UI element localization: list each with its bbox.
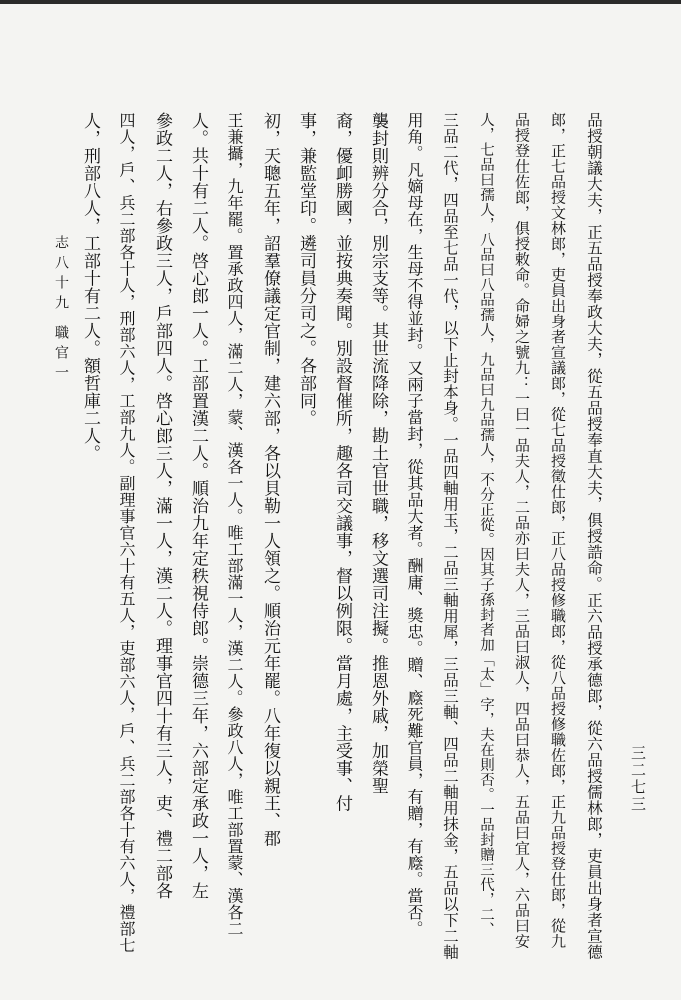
text-column-2: 郎，正七品授文林郎，吏員出身者宣議郎，從七品授徵仕郎，正八品授修職郎，從八品授修職佐郎，正九品授登仕郎，從九 — [549, 112, 567, 949]
text-column-9: 事，兼監堂印。遴司員分司之。各部同。 — [296, 112, 316, 427]
text-column-11: 王兼攝，九年罷。置承政四人，滿二人，蒙、漢各一人。唯工部滿一人，漢二人。參政八人，唯工部置蒙、漢各二 — [225, 112, 244, 937]
text-column-8: 裔，優卹勝國，並按典奏聞。別設督催所，趣各司交議事，督以例限。當月處，主受事、付 — [332, 112, 352, 812]
text-column-4: 人，七品曰孺人，八品曰八品孺人，九品曰九品孺人，不分正從。因其子孫封者加「太」字，夫在則否。一品封贈三代，二、 — [478, 112, 494, 937]
text-column-10: 初，天聰五年，詔羣僚議定官制，建六部，各以貝勒一人領之。順治元年罷。八年復以親王、郡 — [260, 112, 280, 847]
text-column-7: 襲封則辨分合，別宗支等。其世流降除，勘土官世職，移文選司注擬。推恩外戚，加榮聖 — [368, 112, 388, 795]
scan-top-edge — [0, 0, 681, 4]
text-column-15: 人，刑部八人，工部十有二人。額哲庫二人。 — [80, 112, 100, 462]
text-column-13: 參政二人，右參政三人，戶部四人。啓心郎三人，滿一人，漢二人。理事官四十有三人，吏、禮二部各 — [152, 112, 172, 900]
page-number: 三二七三 — [629, 745, 647, 813]
text-column-5: 三品二代，四品至七品一代，以下止封本身。一品四軸用玉，二品三軸用犀，三品三軸、四品二軸用抹金，五品以下二軸 — [441, 112, 459, 960]
text-column-6: 用角。凡嫡母在，生母不得並封。又兩子當封，從其品大者。酬庸、獎忠。贈、廕死難官員，有贈，有廕。當否。 — [405, 112, 424, 937]
text-column-14: 四人，戶、兵二部各十人，刑部六人，工部九人。副理事官六十有五人，吏部六人，戶、兵二部各十有六人，禮部七 — [117, 112, 136, 954]
text-column-3: 品授登仕佐郎，俱授敕命。命婦之號九：一曰一品夫人，二品亦曰夫人，三品曰淑人，四品曰恭人，五品曰宜人，六品曰安 — [513, 112, 531, 949]
chapter-label: 志八十九 — [53, 235, 69, 315]
text-column-1: 品授朝議大夫，正五品授奉政大夫，從五品授奉直大夫，俱授誥命。正六品授承德郎，從六品授儒林郎，吏員出身者宣德 — [585, 112, 603, 960]
section-label: 職官一 — [53, 325, 69, 385]
text-column-12: 人。共十有二人。啓心郎一人。工部置漢二人。順治九年定秩視侍郎。崇德三年，六部定承政一人，左 — [188, 112, 208, 900]
